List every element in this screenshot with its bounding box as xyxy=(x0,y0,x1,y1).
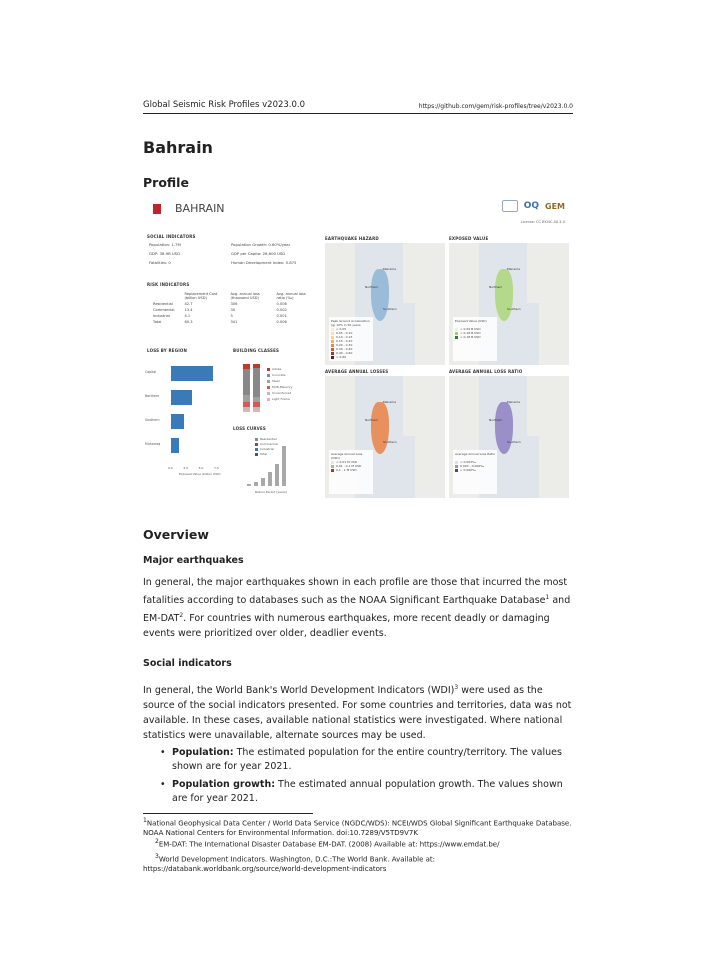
openquake-logo: OQ xyxy=(523,201,539,211)
license-logo-icon xyxy=(502,200,518,212)
table-cell: 5 xyxy=(230,314,233,318)
table-header: Replacement Cost (billion USD) xyxy=(184,292,218,300)
exposure-map xyxy=(449,243,569,365)
list-item-term: Population growth: xyxy=(172,779,276,790)
footnote-rule xyxy=(143,813,313,814)
building-class-segment xyxy=(253,410,260,412)
footnote-ref[interactable]: 2 xyxy=(179,612,184,620)
building-classes-title: BUILDING CLASSES xyxy=(233,348,280,353)
footnote-ref[interactable]: 3 xyxy=(454,684,459,691)
footnote-ref[interactable]: 1 xyxy=(545,594,550,601)
indicator-list xyxy=(160,746,573,810)
loss-curve-legend-label: Residential xyxy=(260,437,277,441)
map-legend-swatch xyxy=(331,461,334,464)
list-item-text: The estimated population for the entire country/territory. The values shown are for year 2021. xyxy=(172,747,562,772)
gem-logo: GEM xyxy=(545,201,565,211)
aal-map-title: AVERAGE ANNUAL LOSSES xyxy=(325,369,389,374)
map-legend-label: 0.40 - 0.60 xyxy=(336,351,353,355)
region-bar xyxy=(171,366,213,381)
building-legend-label: Adobe xyxy=(272,367,282,371)
region-axis-tick: 7.5 xyxy=(214,466,219,470)
building-legend-label: Unreinforced xyxy=(272,391,292,395)
loss-curve-legend-label: Commercial xyxy=(260,442,278,446)
loss-curve-bar xyxy=(261,478,265,486)
building-legend-swatch xyxy=(267,386,270,389)
list-item xyxy=(160,778,573,806)
map-legend-swatch xyxy=(331,336,334,339)
table-cell: 341 xyxy=(230,320,238,324)
social-item: Population: 1.7M xyxy=(149,242,181,247)
map-place-label: Northern xyxy=(365,418,379,422)
map-legend-swatch xyxy=(455,328,458,331)
map-legend-title: Average Annual Loss Ratio xyxy=(455,452,495,456)
loss-curve-bar xyxy=(282,446,286,486)
risk-indicators-title: RISK INDICATORS xyxy=(147,282,190,287)
building-legend-label: Light Frame xyxy=(272,397,290,401)
flag-icon xyxy=(153,204,161,214)
footnote xyxy=(143,852,573,874)
map-place-label: Southern xyxy=(507,307,521,311)
building-legend-label: MUR-Masonry xyxy=(272,385,293,389)
major-earthquakes-paragraph xyxy=(143,575,573,641)
social-item: Fatalities: 0 xyxy=(149,260,171,265)
region-axis-label: Exposed Value (billion USD) xyxy=(179,472,221,476)
map-legend-label: 0.30 - 0.40 xyxy=(336,347,353,351)
map-legend-label: > 0.18 B USD xyxy=(460,335,481,339)
map-legend-title: Average Annual Loss (USD) xyxy=(331,452,363,460)
map-place-label: Southern xyxy=(383,307,397,311)
table-cell: Total xyxy=(153,320,162,324)
region-label: Southern xyxy=(145,418,160,422)
hazard-map xyxy=(325,243,445,365)
table-cell: 30 xyxy=(230,308,236,312)
social-indicators-heading: Social indicators xyxy=(143,658,232,669)
map-legend-swatch xyxy=(331,332,334,335)
region-label: Capital xyxy=(145,370,157,374)
paragraph-text: were used as the source of the social indicators presented. For some countries and territories, data was not available. In these cases, available national statistics were investigated. Where national statistics were unavailable, alternate sources may be used. xyxy=(143,685,572,742)
land-area xyxy=(403,376,445,436)
map-legend-label: 0.10 - 0.15 xyxy=(336,335,353,339)
region-label: Muharraq xyxy=(145,442,161,446)
table-cell: Residential xyxy=(153,302,173,306)
legend-box xyxy=(453,317,497,361)
paragraph-text: In general, the major earthquakes shown in each profile are those that incurred the most fatalities according to databases such as the NOAA Significant Earthquake Database xyxy=(143,577,568,607)
building-legend-swatch xyxy=(267,380,270,383)
map-legend-swatch xyxy=(331,356,334,359)
header-url[interactable]: https://github.com/gem/risk-profiles/tree/v2023.0.0 xyxy=(418,103,573,110)
table-cell: Commercial xyxy=(153,308,175,312)
map-place-label: Northern xyxy=(365,285,379,289)
map-legend-swatch xyxy=(455,332,458,335)
loss-curve-legend-swatch xyxy=(255,443,258,446)
table-cell: 306 xyxy=(230,302,238,306)
loss-curve-bar xyxy=(247,484,251,486)
infographic-title xyxy=(153,202,225,215)
loss-curve-legend-swatch xyxy=(255,438,258,441)
land-area xyxy=(403,243,445,303)
map-legend-swatch xyxy=(331,469,334,472)
profile-heading: Profile xyxy=(143,175,189,190)
footnote-text: World Development Indicators. Washington, D.C.:The World Bank. Available at: https://databank.worldbank.org/source/world-development-indicators xyxy=(143,855,436,874)
aal-ratio-map-title: AVERAGE ANNUAL LOSS RATIO xyxy=(449,369,523,374)
map-place-label: Northern xyxy=(489,418,503,422)
loss-curve-legend-label: Total xyxy=(260,452,268,456)
table-header: Avg. annual loss ratio (‰) xyxy=(276,292,306,300)
bahrain-island xyxy=(495,269,513,321)
building-legend-swatch xyxy=(267,398,270,401)
map-legend-swatch xyxy=(455,465,458,468)
list-item-term: Population: xyxy=(172,747,234,758)
map-legend-swatch xyxy=(331,348,334,351)
map-legend-swatch xyxy=(455,461,458,464)
bahrain-island xyxy=(371,402,389,454)
building-legend-label: Concrete xyxy=(272,373,286,377)
aal-ratio-map xyxy=(449,376,569,498)
region-label: Northern xyxy=(145,394,160,398)
table-cell: 4.1 xyxy=(184,314,191,318)
footnote-number: 1 xyxy=(143,817,147,824)
map-place-label: Manama xyxy=(383,267,396,271)
map-place-label: Manama xyxy=(507,400,520,404)
table-row xyxy=(149,302,317,306)
building-legend-swatch xyxy=(267,374,270,377)
map-legend-label: 0.01 - 0.1 M USD xyxy=(336,464,362,468)
header-title: Global Seismic Risk Profiles v2023.0.0 xyxy=(143,100,306,110)
map-place-label: Northern xyxy=(489,285,503,289)
social-item: GDP per Capita: 26,600 USD xyxy=(231,251,286,256)
map-legend-swatch xyxy=(455,336,458,339)
table-header-row xyxy=(149,292,317,300)
map-legend-title: Peak Ground Acceleration (g) 10% in 50 years xyxy=(331,319,370,327)
map-place-label: Southern xyxy=(383,440,397,444)
footnote xyxy=(143,816,573,838)
bahrain-island xyxy=(495,402,513,454)
aal-map xyxy=(325,376,445,498)
map-place-label: Southern xyxy=(507,440,521,444)
region-axis-tick: 5.0 xyxy=(198,466,204,470)
loss-curves-title: LOSS CURVES xyxy=(233,426,266,431)
social-item: Human Development Index: 0.875 xyxy=(231,260,297,265)
footnote-number: 3 xyxy=(155,853,159,860)
map-legend-label: 0.1 - 1 M USD xyxy=(336,468,357,472)
table-row xyxy=(149,314,317,318)
loss-curve-legend-swatch xyxy=(255,448,258,451)
infographic-country: BAHRAIN xyxy=(175,202,225,215)
legend-box xyxy=(453,450,497,494)
land-area xyxy=(539,303,569,365)
major-earthquakes-heading: Major earthquakes xyxy=(143,555,244,566)
loss-curve-legend-swatch xyxy=(255,453,258,456)
map-legend-label: < 0.09 B USD xyxy=(460,327,481,331)
bahrain-island xyxy=(371,269,389,321)
list-item xyxy=(160,746,573,774)
map-legend-title: Exposed Value (USD) xyxy=(455,319,487,323)
table-header xyxy=(149,292,179,300)
table-cell: 42.7 xyxy=(184,302,193,306)
map-legend-label: < 0.003‰ xyxy=(460,460,477,464)
footnote-number: 2 xyxy=(155,838,159,845)
building-class-segment xyxy=(253,368,260,397)
table-cell: Industrial xyxy=(153,314,170,318)
risk-table xyxy=(147,290,319,326)
table-cell: 0.006 xyxy=(276,320,287,324)
paragraph-text: and EM-DAT xyxy=(143,595,571,625)
loss-curve-legend-label: Industrial xyxy=(260,447,275,451)
building-class-segment xyxy=(243,395,250,402)
land-area xyxy=(527,376,569,436)
list-item-text: The estimated annual population growth. The values shown are for year 2021. xyxy=(172,779,563,804)
map-legend-swatch xyxy=(455,469,458,472)
land-area xyxy=(527,243,569,303)
map-legend-swatch xyxy=(331,340,334,343)
social-item: Population Growth: 0.60%/year xyxy=(231,242,291,247)
social-indicators-paragraph xyxy=(143,680,573,743)
map-legend-label: > 0.60 xyxy=(336,355,347,359)
loss-curve-bar xyxy=(254,482,258,486)
land-area xyxy=(415,303,445,365)
running-header xyxy=(143,100,573,114)
region-bar xyxy=(171,438,179,453)
footnote-text: National Geophysical Data Center / World Data Service (NGDC/WDS): NCEI/WDS Global Significant Earthquake Database. NOAA National Centers for Environmental Information. doi:10.7289/V5TD9V7K xyxy=(143,819,572,838)
table-cell: 60.3 xyxy=(184,320,193,324)
map-legend-swatch xyxy=(331,344,334,347)
logos xyxy=(502,200,565,212)
social-item: GDP: 38.9B USD xyxy=(149,251,181,256)
loss-curve-bar xyxy=(268,472,272,486)
map-legend-swatch xyxy=(331,465,334,468)
paragraph-text: . For countries with numerous earthquakes, more recent deadly or damaging events were prioritized over older, deadlier events. xyxy=(143,613,550,640)
map-legend-label: < 0.01 M USD xyxy=(336,460,358,464)
map-legend-label: < 0.18 B USD xyxy=(460,331,481,335)
loss-by-region-title: LOSS BY REGION xyxy=(147,348,188,353)
table-row xyxy=(149,320,317,324)
region-axis-tick: 2.5 xyxy=(183,466,189,470)
table-cell: 13.4 xyxy=(184,308,193,312)
loss-curve-bar xyxy=(275,464,279,486)
hazard-map-title: EARTHQUAKE HAZARD xyxy=(325,236,379,241)
building-class-segment xyxy=(243,369,250,395)
map-legend-label: 0.20 - 0.30 xyxy=(336,343,353,347)
region-axis-tick: 0.0 xyxy=(168,466,173,470)
exposure-map-title: EXPOSED VALUE xyxy=(449,236,489,241)
license-text: License: CC BY-NC-SA 4.0 xyxy=(520,220,565,224)
overview-heading: Overview xyxy=(143,527,209,542)
land-area xyxy=(539,436,569,498)
map-legend-label: < 0.05 xyxy=(336,327,347,331)
loss-curve-axis-label: Return Period (years) xyxy=(255,490,287,494)
table-row xyxy=(149,308,317,312)
map-legend-label: 0.003 - 0.006‰ xyxy=(460,464,485,468)
table-cell: 0.001 xyxy=(276,314,287,318)
table-cell: 0.002 xyxy=(276,308,287,312)
map-place-label: Manama xyxy=(507,267,520,271)
region-bar xyxy=(171,414,184,429)
map-legend-swatch xyxy=(331,352,334,355)
building-legend-label: Steel xyxy=(272,379,280,383)
profile-infographic xyxy=(143,196,573,498)
map-legend-label: 0.15 - 0.20 xyxy=(336,339,353,343)
social-indicators-title: SOCIAL INDICATORS xyxy=(147,234,196,239)
map-legend-label: > 0.006‰ xyxy=(460,468,477,472)
land-area xyxy=(415,436,445,498)
map-legend-label: 0.05 - 0.10 xyxy=(336,331,353,335)
table-header: Avg. annual loss (thousand USD) xyxy=(230,292,260,300)
footnote-text: EM-DAT: The International Disaster Database EM-DAT. (2008) Available at: https://www.emdat.be/ xyxy=(158,840,500,849)
country-title: Bahrain xyxy=(143,138,213,157)
footnote xyxy=(143,837,573,849)
paragraph-text: In general, the World Bank's World Development Indicators (WDI) xyxy=(143,685,455,697)
region-bar xyxy=(171,390,192,405)
map-place-label: Manama xyxy=(383,400,396,404)
building-legend-swatch xyxy=(267,368,270,371)
table-cell: 0.006 xyxy=(276,302,287,306)
building-class-segment xyxy=(243,410,250,412)
building-legend-swatch xyxy=(267,392,270,395)
map-legend-swatch xyxy=(331,328,334,331)
